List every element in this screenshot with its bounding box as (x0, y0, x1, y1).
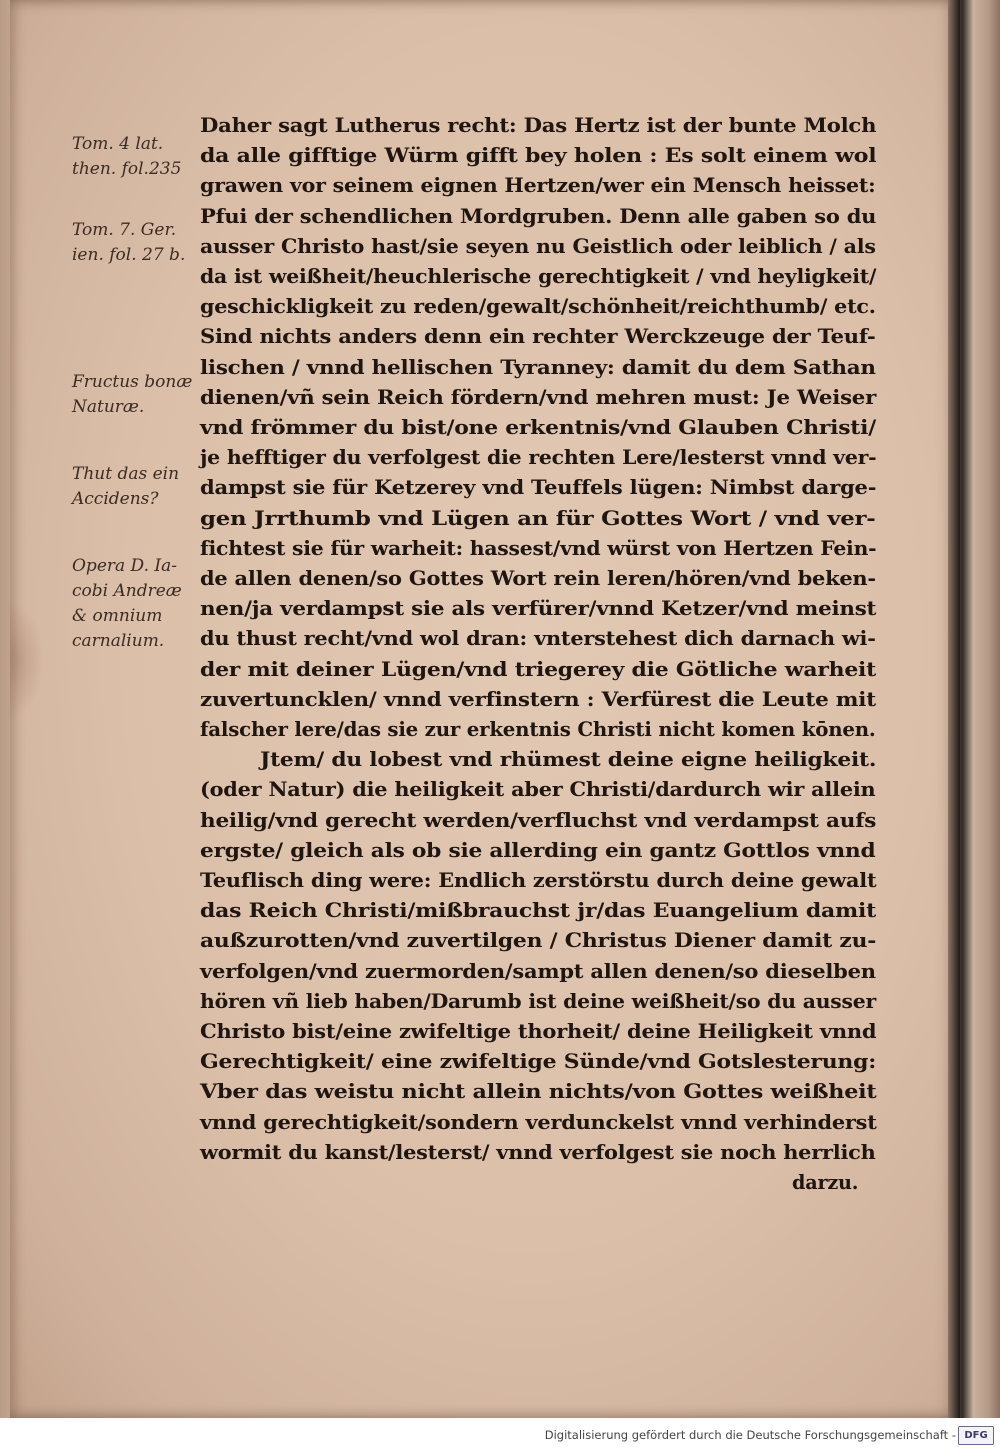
text-line: Pfui der schendlichen Mordgruben. Denn alle gaben so du (200, 204, 877, 228)
text-line: dienen/vñ sein Reich fördern/vnd mehren must: Je Weiser (200, 385, 877, 409)
text-line: vnd frömmer du bist/one erkentnis/vnd Glauben Christi/ (200, 416, 876, 439)
digitization-credit: Digitalisierung gefördert durch die Deutsche Forschungsgemeinschaft - (544, 1428, 956, 1442)
margin-note: Tom. 7. Ger. ien. fol. 27 b. (72, 220, 186, 265)
text-line: da ist weißheit/heuchlerische gerechtigkeit / vnd heyligkeit/ (200, 265, 877, 288)
text-line: darzu. (792, 1171, 859, 1194)
text-line: Sind nichts anders denn ein rechter Werckzeuge der Teuf- (200, 325, 876, 349)
text-line: fichtest sie für warheit: hassest/vnd würst von Hertzen Fein- (200, 536, 877, 560)
text-line: falscher lere/das sie zur erkentnis Christi nicht komen kōnen. (200, 718, 876, 741)
margin-note: Fructus bonæ Naturæ. (72, 372, 193, 417)
text-line: zuvertuncklen/ vnnd verfinstern : Verfürest die Leute mit (200, 687, 876, 711)
text-line: ausser Christo hast/sie seyen nu Geistlich oder leiblich / als (200, 234, 876, 258)
text-line: gen Jrrthumb vnd Lügen an für Gottes Wort / vnd ver- (200, 506, 876, 530)
text-line: dampst sie für Ketzerey vnd Teuffels lügen: Nimbst darge- (200, 476, 877, 500)
text-line: verfolgen/vnd zuermorden/sampt allen denen/so dieselben (200, 959, 876, 983)
page-stain (10, 600, 44, 720)
text-line: vnnd gerechtigkeit/sondern verdunckelst vnnd verhinderst (200, 1110, 877, 1134)
text-line: Teuflisch ding were: Endlich zerstörstu durch deine gewalt (200, 869, 877, 892)
text-line: (oder Natur) die heiligkeit aber Christi/dardurch wir allein (200, 778, 876, 802)
text-line: nen/ja verdampst sie als verfürer/vnnd Ketzer/vnd meinst (200, 597, 877, 621)
text-line: wormit du kanst/lesterst/ vnnd verfolgest sie noch herrlich (200, 1140, 876, 1164)
text-line: das Reich Christi/mißbrauchst jr/das Euangelium damit (200, 899, 877, 923)
text-line: du thust recht/vnd wol dran: vnterstehest dich darnach wi- (200, 627, 876, 651)
margin-note: Tom. 4 lat. then. fol.235 (72, 134, 182, 179)
text-line: je hefftiger du verfolgest die rechten Lere/lesterst vnnd ver- (200, 446, 877, 470)
page-gutter (948, 0, 960, 1418)
text-line: grawen vor seinem eignen Hertzen/wer ein Mensch heisset: (200, 174, 876, 198)
text-line: der mit deiner Lügen/vnd triegerey die Götliche warheit (200, 657, 877, 681)
text-line: außzurotten/vnd zuvertilgen / Christus Diener damit zu- (200, 929, 877, 953)
text-line: Vber das weistu nicht allein nichts/von Gottes weißheit (200, 1080, 877, 1104)
text-line: heilig/vnd gerecht werden/verfluchst vnd verdampst aufs (200, 808, 877, 832)
text-line: Jtem/ du lobest vnd rhümest deine eigne heiligkeit. (260, 748, 877, 772)
dfg-logo: DFG (958, 1426, 994, 1445)
text-line: hören vñ lieb haben/Darumb ist deine weißheit/so du ausser (200, 989, 877, 1013)
text-line: da alle gifftige Würm gifft bey holen : Es solt einem wol (200, 144, 877, 168)
text-line: de allen denen/so Gottes Wort rein leren/hören/vnd beken- (200, 567, 876, 590)
text-line: Gerechtigkeit/ eine zwifeltige Sünde/vnd Gotslesterung: (200, 1050, 877, 1074)
adjacent-page-edge (962, 0, 1000, 1418)
margin-note: Opera D. Ia- cobi Andreæ & omnium carnalium. (72, 556, 182, 651)
footer-bar (0, 1418, 1000, 1454)
margin-note: Thut das ein Accidens? (72, 464, 180, 509)
text-line: lischen / vnnd hellischen Tyranney: damit du dem Sathan (200, 355, 876, 379)
text-line: Daher sagt Lutherus recht: Das Hertz ist der bunte Molch (200, 114, 877, 137)
text-line: geschickligkeit zu reden/gewalt/schönheit/reichthumb/ etc. (200, 295, 876, 319)
text-line: ergste/ gleich als ob sie allerding ein gantz Gottlos vnnd (200, 838, 876, 862)
text-line: Christo bist/eine zwifeltige thorheit/ deine Heiligkeit vnnd (200, 1020, 877, 1043)
